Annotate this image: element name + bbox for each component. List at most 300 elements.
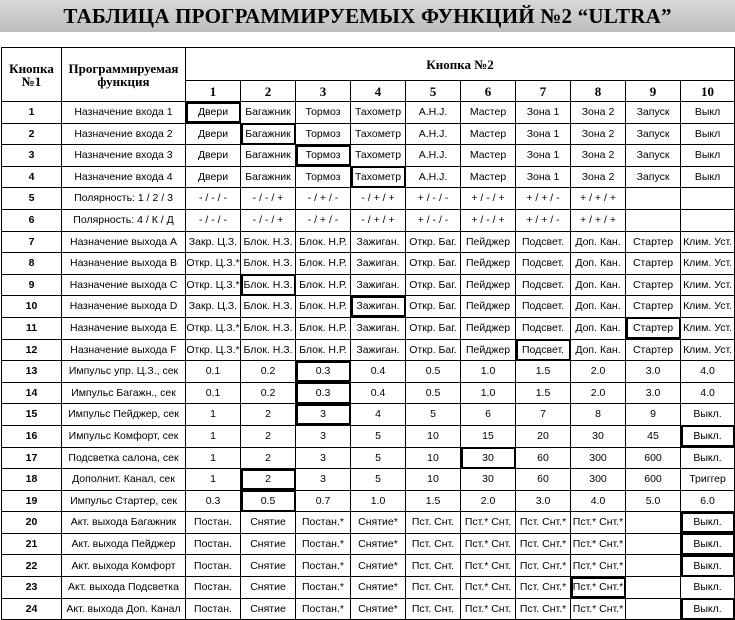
- row-number: 20: [2, 512, 62, 534]
- option-cell: Пейджер: [461, 317, 516, 339]
- option-cell: 45: [626, 425, 681, 447]
- option-cell: Двери: [186, 123, 241, 145]
- option-cell: - / + / -: [296, 188, 351, 210]
- function-name: Импульс Багажн., сек: [62, 382, 186, 404]
- option-cell: 1: [186, 447, 241, 469]
- column-header-2: 2: [241, 81, 296, 102]
- option-cell: Запуск: [626, 102, 681, 124]
- option-cell: [626, 209, 681, 231]
- selected-option-cell: 3: [296, 404, 351, 426]
- option-cell: Постан.: [186, 533, 241, 555]
- table-row: [2, 447, 735, 469]
- option-cell: Блок. Н.Р.: [296, 231, 351, 253]
- option-cell: Зажиган.: [351, 231, 406, 253]
- table-row: [2, 317, 735, 339]
- option-cell: 1.5: [516, 361, 571, 383]
- option-cell: Пст. Снт.*: [516, 598, 571, 620]
- option-cell: Тормоз: [296, 123, 351, 145]
- column-header-6: 6: [461, 81, 516, 102]
- option-cell: 2: [241, 404, 296, 426]
- option-cell: Пст. Снт.: [406, 555, 461, 577]
- row-number: 6: [2, 209, 62, 231]
- row-number: 7: [2, 231, 62, 253]
- function-name: Назначение выхода D: [62, 296, 186, 318]
- option-cell: 20: [516, 425, 571, 447]
- option-cell: Пейджер: [461, 231, 516, 253]
- option-cell: 1.0: [461, 382, 516, 404]
- selected-option-cell: Блок. Н.З.: [241, 274, 296, 296]
- function-name: Акт. выхода Пейджер: [62, 533, 186, 555]
- option-cell: Клим. Уст.: [681, 274, 735, 296]
- table-row: [2, 274, 735, 296]
- option-cell: - / - / +: [241, 188, 296, 210]
- option-cell: Пст.* Снт.: [461, 533, 516, 555]
- function-name: Импульс Пейджер, сек: [62, 404, 186, 426]
- row-number: 18: [2, 469, 62, 491]
- option-cell: 5: [351, 425, 406, 447]
- option-cell: - / - / -: [186, 209, 241, 231]
- option-cell: Клим. Уст.: [681, 231, 735, 253]
- option-cell: 1: [186, 469, 241, 491]
- option-cell: [626, 512, 681, 534]
- option-cell: 600: [626, 447, 681, 469]
- table-row: [2, 102, 735, 124]
- table-row: [2, 490, 735, 512]
- column-header-3: 3: [296, 81, 351, 102]
- option-cell: Снятие: [241, 577, 296, 599]
- option-cell: Блок. Н.Р.: [296, 274, 351, 296]
- function-name: Полярность: 4 / К / Д: [62, 209, 186, 231]
- option-cell: Пейджер: [461, 339, 516, 361]
- option-cell: Откр. Баг.: [406, 253, 461, 275]
- option-cell: Пст. Снт.: [406, 512, 461, 534]
- option-cell: Откр. Баг.: [406, 317, 461, 339]
- option-cell: + / - / -: [406, 209, 461, 231]
- option-cell: Запуск: [626, 123, 681, 145]
- table-row: [2, 382, 735, 404]
- option-cell: Стартер: [626, 274, 681, 296]
- function-name: Подсветка салона, сек: [62, 447, 186, 469]
- option-cell: [626, 188, 681, 210]
- option-cell: Постан.*: [296, 533, 351, 555]
- option-cell: 0.1: [186, 382, 241, 404]
- function-name: Назначение входа 3: [62, 145, 186, 167]
- selected-option-cell: Пст.* Снт.*: [571, 577, 626, 599]
- button1-header-label: Кнопка №1: [9, 60, 54, 89]
- selected-option-cell: Подсвет.: [516, 339, 571, 361]
- option-cell: Зажиган.: [351, 274, 406, 296]
- option-cell: Пст. Снт.*: [516, 512, 571, 534]
- button1-header: [2, 48, 62, 102]
- function-name: Назначение выхода F: [62, 339, 186, 361]
- selected-option-cell: Выкл.: [681, 555, 735, 577]
- option-cell: 2.0: [461, 490, 516, 512]
- table-row: [2, 425, 735, 447]
- table-body: [2, 102, 735, 620]
- table-row: [2, 404, 735, 426]
- option-cell: Выкл.: [681, 404, 735, 426]
- selected-option-cell: 0.5: [241, 490, 296, 512]
- option-cell: Откр. Ц.З.*: [186, 274, 241, 296]
- option-cell: 3.0: [516, 490, 571, 512]
- option-cell: Пст. Снт.: [406, 598, 461, 620]
- selected-option-cell: Выкл.: [681, 425, 735, 447]
- option-cell: Запуск: [626, 145, 681, 167]
- option-cell: Зона 2: [571, 102, 626, 124]
- option-cell: [626, 598, 681, 620]
- option-cell: 5: [406, 404, 461, 426]
- option-cell: 10: [406, 447, 461, 469]
- function-name: Импульс Комфорт, сек: [62, 425, 186, 447]
- selected-option-cell: Тахометр: [351, 166, 406, 188]
- row-number: 17: [2, 447, 62, 469]
- option-cell: Выкл: [681, 145, 735, 167]
- option-cell: 15: [461, 425, 516, 447]
- option-cell: Блок. Н.Р.: [296, 253, 351, 275]
- function-header: [62, 48, 186, 102]
- page-title: ТАБЛИЦА ПРОГРАММИРУЕМЫХ ФУНКЦИЙ №2 “ULTRA”: [63, 3, 672, 28]
- option-cell: - / - / +: [241, 209, 296, 231]
- option-cell: Снятие*: [351, 598, 406, 620]
- option-cell: Откр. Баг.: [406, 296, 461, 318]
- option-cell: Доп. Кан.: [571, 296, 626, 318]
- option-cell: Зона 2: [571, 145, 626, 167]
- option-cell: Снятие*: [351, 512, 406, 534]
- option-cell: Выкл.: [681, 577, 735, 599]
- option-cell: Постан.: [186, 598, 241, 620]
- function-name: Назначение выхода C: [62, 274, 186, 296]
- option-cell: А.Н.J.: [406, 123, 461, 145]
- option-cell: Зона 1: [516, 123, 571, 145]
- option-cell: 600: [626, 469, 681, 491]
- option-cell: Снятие*: [351, 533, 406, 555]
- option-cell: Откр. Ц.З.*: [186, 253, 241, 275]
- option-cell: 3: [296, 469, 351, 491]
- option-cell: Пст.* Снт.*: [571, 533, 626, 555]
- row-number: 1: [2, 102, 62, 124]
- row-number: 19: [2, 490, 62, 512]
- option-cell: Выкл: [681, 166, 735, 188]
- option-cell: 4.0: [681, 382, 735, 404]
- option-cell: Блок. Н.Р.: [296, 296, 351, 318]
- option-cell: Пст.* Снт.: [461, 555, 516, 577]
- option-cell: 6.0: [681, 490, 735, 512]
- option-cell: Закр. Ц.З.: [186, 296, 241, 318]
- option-cell: 1.5: [516, 382, 571, 404]
- option-cell: 5: [351, 447, 406, 469]
- option-cell: + / + / -: [516, 188, 571, 210]
- option-cell: Зажиган.: [351, 339, 406, 361]
- option-cell: - / + / +: [351, 209, 406, 231]
- option-cell: 3.0: [626, 382, 681, 404]
- option-cell: 4: [351, 404, 406, 426]
- option-cell: 3: [296, 425, 351, 447]
- option-cell: Блок. Н.З.: [241, 231, 296, 253]
- option-cell: 300: [571, 469, 626, 491]
- option-cell: Откр. Баг.: [406, 274, 461, 296]
- selected-option-cell: Зажиган.: [351, 296, 406, 318]
- option-cell: 60: [516, 469, 571, 491]
- option-cell: Пст.* Снт.: [461, 598, 516, 620]
- option-cell: 0.4: [351, 361, 406, 383]
- row-number: 10: [2, 296, 62, 318]
- option-cell: Блок. Н.З.: [241, 253, 296, 275]
- column-header-8: 8: [571, 81, 626, 102]
- option-cell: Доп. Кан.: [571, 274, 626, 296]
- option-cell: Откр. Баг.: [406, 339, 461, 361]
- option-cell: 9: [626, 404, 681, 426]
- option-cell: Выкл.: [681, 447, 735, 469]
- option-cell: Пст. Снт.*: [516, 555, 571, 577]
- selected-option-cell: 0.3: [296, 361, 351, 383]
- row-number: 13: [2, 361, 62, 383]
- column-header-1: 1: [186, 81, 241, 102]
- option-cell: Зажиган.: [351, 253, 406, 275]
- table-row: [2, 166, 735, 188]
- option-cell: 30: [571, 425, 626, 447]
- selected-option-cell: Багажник: [241, 123, 296, 145]
- option-cell: Пст. Снт.: [406, 533, 461, 555]
- option-cell: Тахометр: [351, 145, 406, 167]
- table-row: [2, 296, 735, 318]
- option-cell: Зона 1: [516, 102, 571, 124]
- option-cell: Тормоз: [296, 166, 351, 188]
- option-cell: Двери: [186, 145, 241, 167]
- option-cell: Клим. Уст.: [681, 296, 735, 318]
- selected-option-cell: 0.3: [296, 382, 351, 404]
- option-cell: [681, 188, 735, 210]
- option-cell: Стартер: [626, 253, 681, 275]
- table-row: [2, 253, 735, 275]
- option-cell: 0.1: [186, 361, 241, 383]
- option-cell: Мастер: [461, 145, 516, 167]
- function-name: Назначение входа 4: [62, 166, 186, 188]
- option-cell: Мастер: [461, 166, 516, 188]
- table-row: [2, 145, 735, 167]
- option-cell: + / - / -: [406, 188, 461, 210]
- option-cell: Пейджер: [461, 253, 516, 275]
- option-cell: Пейджер: [461, 296, 516, 318]
- row-number: 9: [2, 274, 62, 296]
- option-cell: Постан.: [186, 512, 241, 534]
- option-cell: Мастер: [461, 102, 516, 124]
- option-cell: 0.7: [296, 490, 351, 512]
- row-number: 14: [2, 382, 62, 404]
- option-cell: Откр. Ц.З.*: [186, 339, 241, 361]
- option-cell: Доп. Кан.: [571, 339, 626, 361]
- option-cell: Клим. Уст.: [681, 253, 735, 275]
- option-cell: Тормоз: [296, 102, 351, 124]
- option-cell: А.Н.J.: [406, 102, 461, 124]
- table-row: [2, 512, 735, 534]
- selected-option-cell: Выкл.: [681, 598, 735, 620]
- option-cell: 1: [186, 404, 241, 426]
- option-cell: Снятие: [241, 533, 296, 555]
- option-cell: Пст.* Снт.: [461, 512, 516, 534]
- option-cell: - / + / +: [351, 188, 406, 210]
- table-row: [2, 209, 735, 231]
- option-cell: Стартер: [626, 231, 681, 253]
- option-cell: 5: [351, 469, 406, 491]
- option-cell: 10: [406, 425, 461, 447]
- function-name: Назначение выхода B: [62, 253, 186, 275]
- option-cell: Двери: [186, 166, 241, 188]
- option-cell: Снятие: [241, 512, 296, 534]
- option-cell: Выкл: [681, 102, 735, 124]
- option-cell: Пст.* Снт.*: [571, 598, 626, 620]
- option-cell: 0.4: [351, 382, 406, 404]
- function-name: Полярность: 1 / 2 / 3: [62, 188, 186, 210]
- table-row: [2, 598, 735, 620]
- option-cell: + / - / +: [461, 209, 516, 231]
- function-name: Акт. выхода Багажник: [62, 512, 186, 534]
- option-cell: 4.0: [571, 490, 626, 512]
- column-header-7: 7: [516, 81, 571, 102]
- row-number: 5: [2, 188, 62, 210]
- row-number: 21: [2, 533, 62, 555]
- option-cell: Пст. Снт.*: [516, 577, 571, 599]
- option-cell: Стартер: [626, 339, 681, 361]
- table-row: [2, 555, 735, 577]
- column-header-5: 5: [406, 81, 461, 102]
- option-cell: А.Н.J.: [406, 166, 461, 188]
- button2-header: Кнопка №2: [186, 48, 735, 81]
- option-cell: 2: [241, 425, 296, 447]
- table-row: [2, 231, 735, 253]
- option-cell: Пст. Снт.*: [516, 533, 571, 555]
- option-cell: 0.5: [406, 382, 461, 404]
- selected-option-cell: 30: [461, 447, 516, 469]
- option-cell: 0.5: [406, 361, 461, 383]
- function-name: Акт. выхода Комфорт: [62, 555, 186, 577]
- selected-option-cell: Выкл.: [681, 512, 735, 534]
- option-cell: Постан.: [186, 577, 241, 599]
- selected-option-cell: Стартер: [626, 317, 681, 339]
- option-cell: 5.0: [626, 490, 681, 512]
- column-header-9: 9: [626, 81, 681, 102]
- option-cell: 4.0: [681, 361, 735, 383]
- table-row: [2, 361, 735, 383]
- option-cell: Доп. Кан.: [571, 231, 626, 253]
- option-cell: Блок. Н.З.: [241, 317, 296, 339]
- function-name: Назначение выхода E: [62, 317, 186, 339]
- option-cell: 1.0: [351, 490, 406, 512]
- table-row: [2, 188, 735, 210]
- table-row: [2, 123, 735, 145]
- option-cell: Постан.*: [296, 598, 351, 620]
- table-row: [2, 469, 735, 491]
- option-cell: 0.2: [241, 361, 296, 383]
- option-cell: Зона 1: [516, 166, 571, 188]
- function-name: Импульс упр. Ц.З., сек: [62, 361, 186, 383]
- function-header-label: Программируемая функция: [68, 60, 179, 89]
- table-row: [2, 533, 735, 555]
- selected-option-cell: Тормоз: [296, 145, 351, 167]
- option-cell: Багажник: [241, 102, 296, 124]
- row-number: 2: [2, 123, 62, 145]
- option-cell: Запуск: [626, 166, 681, 188]
- selected-option-cell: 2: [241, 469, 296, 491]
- option-cell: Багажник: [241, 166, 296, 188]
- function-name: Назначение входа 2: [62, 123, 186, 145]
- function-name: Назначение входа 1: [62, 102, 186, 124]
- row-number: 22: [2, 555, 62, 577]
- option-cell: 8: [571, 404, 626, 426]
- option-cell: Закр. Ц.З.: [186, 231, 241, 253]
- option-cell: [626, 555, 681, 577]
- title-bar: [0, 0, 735, 32]
- option-cell: 10: [406, 469, 461, 491]
- function-name: Дополнит. Канал, сек: [62, 469, 186, 491]
- option-cell: Багажник: [241, 145, 296, 167]
- option-cell: 7: [516, 404, 571, 426]
- option-cell: Тахометр: [351, 102, 406, 124]
- option-cell: 0.2: [241, 382, 296, 404]
- option-cell: 0.3: [186, 490, 241, 512]
- option-cell: Стартер: [626, 296, 681, 318]
- option-cell: 1.0: [461, 361, 516, 383]
- option-cell: Доп. Кан.: [571, 317, 626, 339]
- option-cell: 2.0: [571, 382, 626, 404]
- option-cell: Откр. Ц.З.*: [186, 317, 241, 339]
- option-cell: 2: [241, 447, 296, 469]
- option-cell: Постан.: [186, 555, 241, 577]
- option-cell: [681, 209, 735, 231]
- option-cell: Пст.* Снт.: [461, 577, 516, 599]
- option-cell: 60: [516, 447, 571, 469]
- option-cell: Подсвет.: [516, 296, 571, 318]
- function-name: Импульс Стартер, сек: [62, 490, 186, 512]
- option-cell: 3: [296, 447, 351, 469]
- option-cell: А.Н.J.: [406, 145, 461, 167]
- option-cell: + / - / +: [461, 188, 516, 210]
- row-number: 16: [2, 425, 62, 447]
- option-cell: 3.0: [626, 361, 681, 383]
- option-cell: 1.5: [406, 490, 461, 512]
- option-cell: Откр. Баг.: [406, 231, 461, 253]
- option-cell: Зажиган.: [351, 317, 406, 339]
- option-cell: Постан.*: [296, 577, 351, 599]
- option-cell: Пейджер: [461, 274, 516, 296]
- option-cell: Доп. Кан.: [571, 253, 626, 275]
- row-number: 24: [2, 598, 62, 620]
- option-cell: 30: [461, 469, 516, 491]
- option-cell: Выкл: [681, 123, 735, 145]
- table-row: [2, 339, 735, 361]
- option-cell: - / + / -: [296, 209, 351, 231]
- option-cell: [626, 533, 681, 555]
- option-cell: Постан.*: [296, 512, 351, 534]
- option-cell: Блок. Н.З.: [241, 296, 296, 318]
- option-cell: 300: [571, 447, 626, 469]
- row-number: 11: [2, 317, 62, 339]
- row-number: 3: [2, 145, 62, 167]
- option-cell: Клим. Уст.: [681, 339, 735, 361]
- option-cell: + / + / -: [516, 209, 571, 231]
- option-cell: Блок. Н.З.: [241, 339, 296, 361]
- option-cell: Подсвет.: [516, 253, 571, 275]
- option-cell: Снятие: [241, 598, 296, 620]
- row-number: 4: [2, 166, 62, 188]
- option-cell: 1: [186, 425, 241, 447]
- option-cell: Снятие: [241, 555, 296, 577]
- option-cell: 2.0: [571, 361, 626, 383]
- option-cell: Зона 2: [571, 166, 626, 188]
- function-name: Акт. выхода Подсветка: [62, 577, 186, 599]
- option-cell: Снятие*: [351, 577, 406, 599]
- option-cell: Пст.* Снт.*: [571, 512, 626, 534]
- option-cell: Подсвет.: [516, 231, 571, 253]
